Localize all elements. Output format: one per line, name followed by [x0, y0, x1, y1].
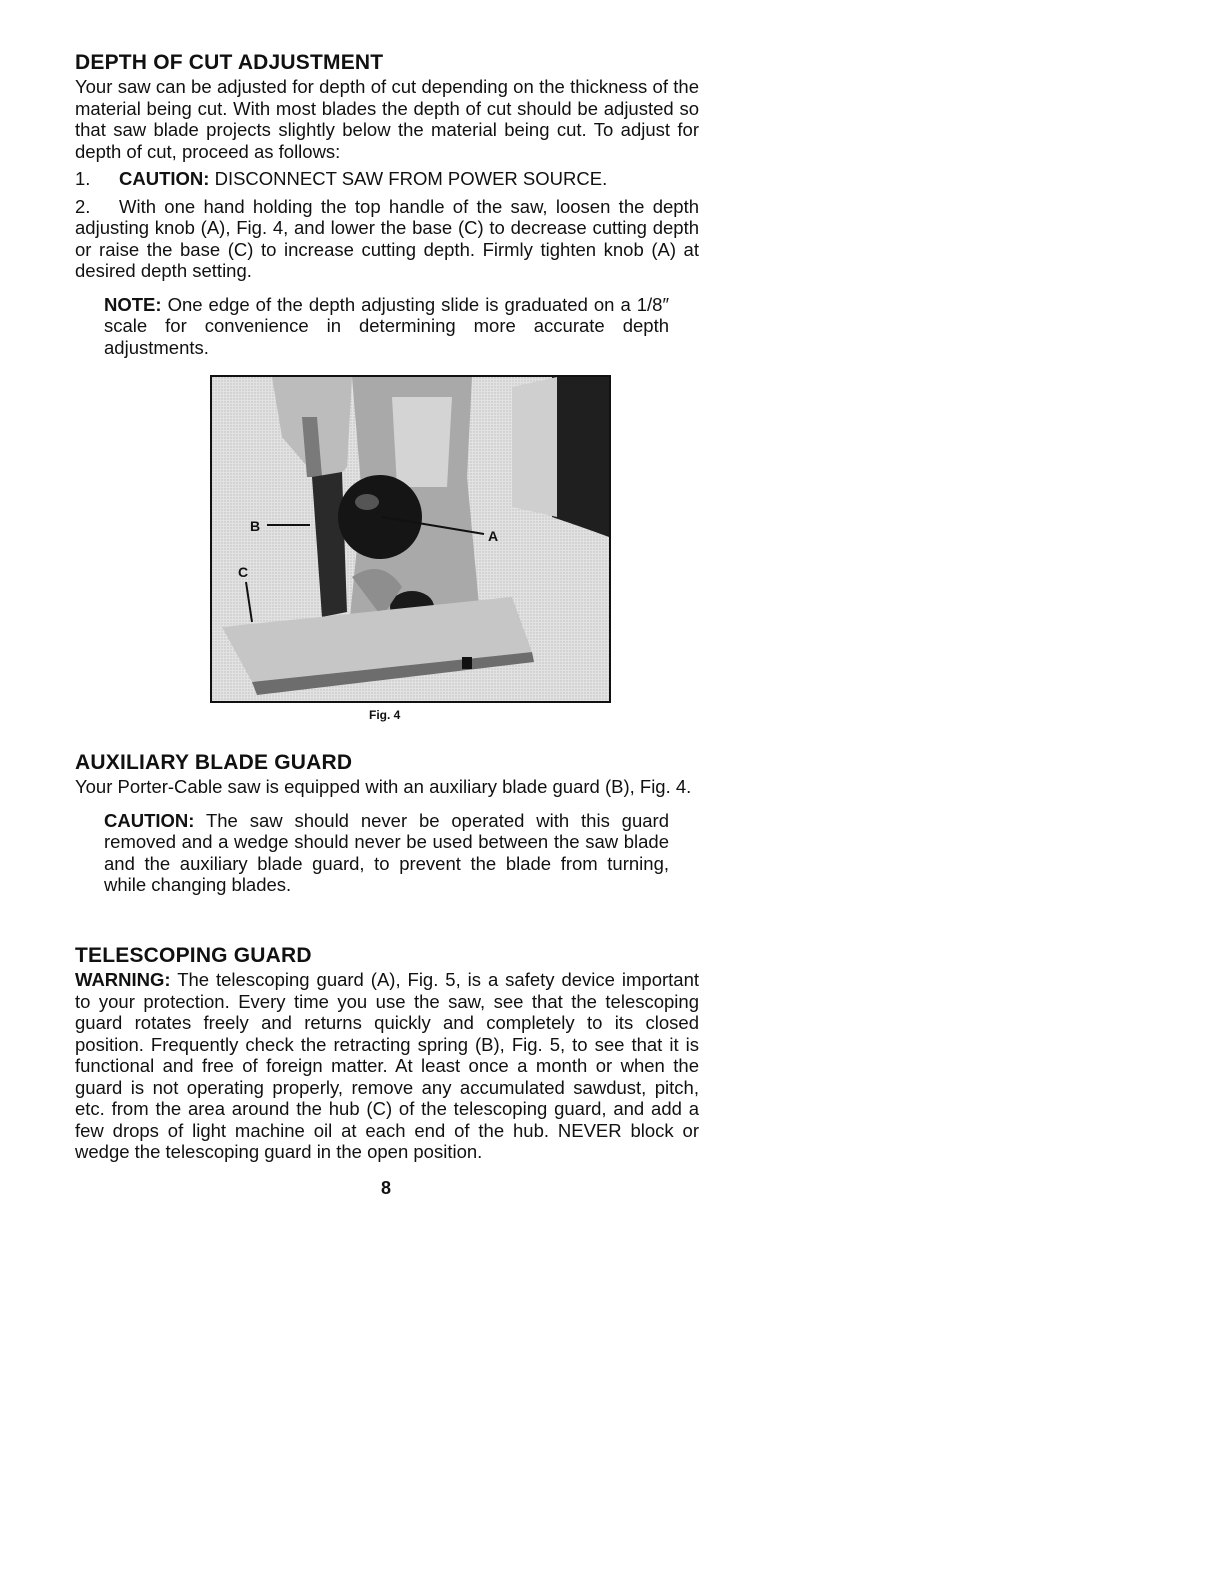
step-1-text: DISCONNECT SAW FROM POWER SOURCE. — [214, 168, 608, 189]
step-2-number: 2. — [75, 195, 91, 217]
body-highlight — [392, 397, 452, 487]
depth-adjusting-knob — [338, 475, 422, 559]
section-heading-telescoping-guard: TELESCOPING GUARD — [75, 944, 312, 967]
step-1 — [75, 168, 699, 190]
section-heading-depth-of-cut: DEPTH OF CUT ADJUSTMENT — [75, 51, 384, 74]
telescoping-guard-warning — [75, 969, 699, 1163]
auxiliary-blade-guard-section — [75, 750, 699, 896]
caution-label: CAUTION: — [104, 809, 195, 831]
depth-note — [104, 294, 669, 359]
telescoping-guard-section — [75, 943, 699, 1163]
knob-reflection — [355, 494, 379, 510]
auxiliary-guard-paragraph: Your Porter-Cable saw is equipped with an auxiliary blade guard (B), Fig. 4. — [75, 776, 692, 797]
section-heading-auxiliary-blade-guard: AUXILIARY BLADE GUARD — [75, 751, 353, 774]
caution-text: The saw should never be operated with this guard removed and a wedge should never be used between the saw blade and the auxiliary blade guard, to prevent the blade from turning, while changing blades. — [104, 809, 669, 895]
label-a: A — [488, 528, 499, 544]
depth-intro-paragraph: Your saw can be adjusted for depth of cut depending on the thickness of the material being cut. With most blades the depth of cut should be adjusted so that saw blade projects slightly below the material being cut. To adjust for depth of cut, proceed as follows: — [75, 76, 699, 162]
page-number: 8 — [381, 1178, 392, 1198]
note-label: NOTE: — [104, 293, 162, 315]
depth-of-cut-section — [75, 50, 699, 358]
auxiliary-guard-caution — [104, 810, 669, 896]
label-b: B — [250, 518, 261, 534]
saw-illustration — [212, 377, 609, 701]
motor-band — [512, 377, 557, 517]
warning-label: WARNING: — [75, 969, 171, 990]
warning-text: The telescoping guard (A), Fig. 5, is a safety device important to your protection. Every time you use the saw, see that the telescoping guard rotates freely and returns quickly and completely to its closed position. Frequently check the retracting spring (B), Fig. 5, to see that it is functional and free of foreign matter. At least once a month or when the guard is not operating properly, remove any accumulated sawdust, pitch, etc. from the area around the hub (C) of the telescoping guard, and add a few drops of light machine oil at each end of the hub. NEVER block or wedge the telescoping guard in the open position. — [75, 969, 699, 1162]
step-1-caution-label: CAUTION: — [119, 168, 210, 189]
step-2 — [75, 196, 699, 282]
figure-caption: Fig. 4 — [369, 708, 401, 722]
label-c: C — [238, 564, 249, 580]
step-2-text: With one hand holding the top handle of the saw, loosen the depth adjusting knob (A), Fig. 4, and lower the base (C) to decrease cutting depth or raise the base (C) to increase cutting depth. Firmly tighten knob (A) at desired depth setting. — [75, 195, 699, 281]
base-slot — [462, 657, 472, 669]
step-1-number: 1. — [75, 168, 91, 189]
motor-housing — [552, 377, 609, 537]
note-text: One edge of the depth adjusting slide is graduated on a 1/8″ scale for convenience in determining more accurate depth adjustments. — [104, 293, 669, 358]
fig-4-photo — [210, 375, 611, 703]
